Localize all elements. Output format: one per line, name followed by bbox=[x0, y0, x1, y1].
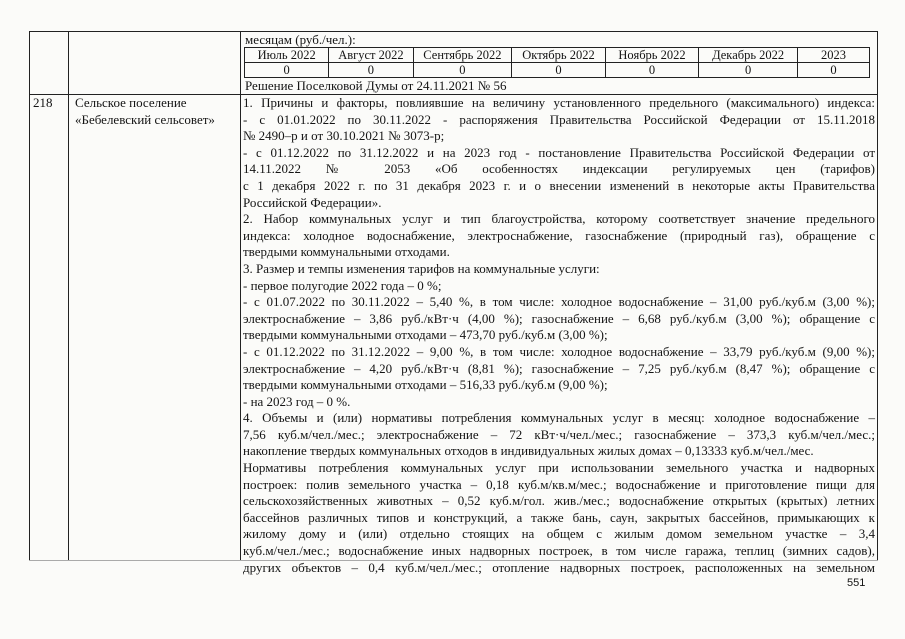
text-line: 7,56 куб.м/чел./мес.; электроснабжение – 72 кВт·ч/чел./мес.; газоснабжение – 373,3 куб.м/чел./мес.; bbox=[243, 426, 875, 442]
table-border-top bbox=[29, 31, 878, 32]
text-line: электроснабжение – 3,86 руб./кВт·ч (4,00 %); газоснабжение – 6,68 руб./куб.м (3,00 %); обращение с bbox=[243, 310, 875, 326]
settlement-name: Сельское поселение «Бебелевский сельсовет» bbox=[75, 95, 215, 127]
column-divider-2 bbox=[240, 31, 241, 560]
text-line: 4. Объемы и (или) нормативы потребления коммунальных услуг в месяц: холодное водоснабжение – bbox=[243, 410, 875, 426]
text-line: - с 01.12.2022 по 31.12.2022 – 9,00 %, в том числе: холодное водоснабжение – 33,79 руб./куб.м (9,00 %); bbox=[243, 343, 875, 359]
month-header-cell: Август 2022 bbox=[329, 48, 413, 63]
text-line: Нормативы потребления коммунальных услуг при использовании земельного участка и надворных bbox=[243, 460, 875, 476]
column-divider-1 bbox=[68, 31, 69, 560]
text-line: твердыми коммунальными отходами – 516,33 руб./куб.м (9,00 %); bbox=[243, 377, 608, 393]
text-line: твердыми коммунальными отходами – 473,70 руб./куб.м (3,00 %); bbox=[243, 327, 608, 343]
text-line: 2. Набор коммунальных услуг и тип благоустройства, которому соответствует значение предельного bbox=[243, 211, 875, 227]
month-value-cell: 0 bbox=[245, 63, 329, 78]
text-line: - с 01.07.2022 по 30.11.2022 – 5,40 %, в том числе: холодное водоснабжение – 31,00 руб./куб.м (3,00 %); bbox=[243, 294, 875, 310]
text-line: 14.11.2022 № 2053 «Об особенностях индексации регулируемых цен (тарифов) bbox=[243, 161, 875, 177]
month-value-cell: 0 bbox=[605, 63, 699, 78]
text-line: сельскохозяйственных животных – 0,52 куб.м/гол. жив./мес.; водоснабжение открытых (крытых) летних bbox=[243, 493, 875, 509]
month-value-cell: 0 bbox=[797, 63, 869, 78]
month-value-cell: 0 bbox=[329, 63, 413, 78]
month-header-cell: Июль 2022 bbox=[245, 48, 329, 63]
decision-reference: Решение Поселковой Думы от 24.11.2021 № 56 bbox=[245, 78, 507, 93]
text-line: индекса: холодное водоснабжение, электроснабжение, газоснабжение (природный газ), обращение с bbox=[243, 227, 875, 243]
text-line: Российской Федерации». bbox=[243, 194, 382, 210]
text-line: - с 01.12.2022 по 31.12.2022 и на 2023 год - постановление Правительства Российской Федерации от bbox=[243, 144, 875, 160]
text-line: твердыми коммунальными отходами. bbox=[243, 244, 450, 260]
table-border-left bbox=[29, 31, 30, 560]
text-line: - с 01.01.2022 по 30.11.2022 - распоряжения Правительства Российской Федерации от 15.11.2018 bbox=[243, 111, 875, 127]
monthly-payments-table bbox=[244, 47, 870, 78]
text-line: - на 2023 год – 0 %. bbox=[243, 393, 351, 409]
text-line: 1. Причины и факторы, повлиявшие на величину установленного предельного (максимального) индекса: bbox=[243, 95, 875, 110]
page-number: 551 bbox=[847, 577, 866, 589]
text-line: № 2490–р и от 30.10.2021 № 3073-р; bbox=[243, 128, 445, 144]
month-value-cell: 0 bbox=[413, 63, 512, 78]
text-line: других объектов – 0,4 куб.м/чел./мес.; отопление надворных построек, расположенных на земельном bbox=[243, 559, 875, 575]
text-line: куб.м/чел./мес.; водоснабжение иных надворных построек, в том числе гаража, теплиц (зимних садов), bbox=[243, 543, 875, 559]
row-number: 218 bbox=[33, 95, 53, 110]
row-description bbox=[243, 95, 875, 576]
month-value-cell: 0 bbox=[699, 63, 798, 78]
month-value-cell: 0 bbox=[512, 63, 606, 78]
text-line: жилому дому и (или) отдельно стоящих на общем с жилым домом земельном участке – 3,4 bbox=[243, 526, 875, 542]
months-header-row bbox=[245, 48, 870, 63]
month-header-cell: Ноябрь 2022 bbox=[605, 48, 699, 63]
month-header-cell: Сентябрь 2022 bbox=[413, 48, 512, 63]
months-table-caption: месяцам (руб./чел.): bbox=[245, 32, 356, 47]
text-line: 3. Размер и темпы изменения тарифов на коммунальные услуги: bbox=[243, 260, 600, 276]
month-header-cell: 2023 bbox=[797, 48, 869, 63]
month-header-cell: Октябрь 2022 bbox=[512, 48, 606, 63]
text-line: накопление твердых коммунальных отходов в индивидуальных жилых домах – 0,13333 куб.м/чел./мес. bbox=[243, 443, 814, 459]
months-value-row bbox=[245, 63, 870, 78]
table-border-right bbox=[877, 31, 878, 560]
text-line: бассейнов различных типов и конструкций, а также бань, саун, закрытых бассейнов, примыкающих к bbox=[243, 509, 875, 525]
month-header-cell: Декабрь 2022 bbox=[699, 48, 798, 63]
text-line: с 1 декабря 2022 г. по 31 декабря 2023 г. и о внесении изменений в некоторые акты Правительства bbox=[243, 177, 875, 193]
text-line: построек: полив земельного участка – 0,18 куб.м/кв.м/мес.; водоснабжение и приготовление пищи для bbox=[243, 476, 875, 492]
text-line: - первое полугодие 2022 года – 0 %; bbox=[243, 277, 442, 293]
text-line: электроснабжение – 4,20 руб./кВт·ч (8,81 %); газоснабжение – 7,25 руб./куб.м (8,47 %); обращение с bbox=[243, 360, 875, 376]
